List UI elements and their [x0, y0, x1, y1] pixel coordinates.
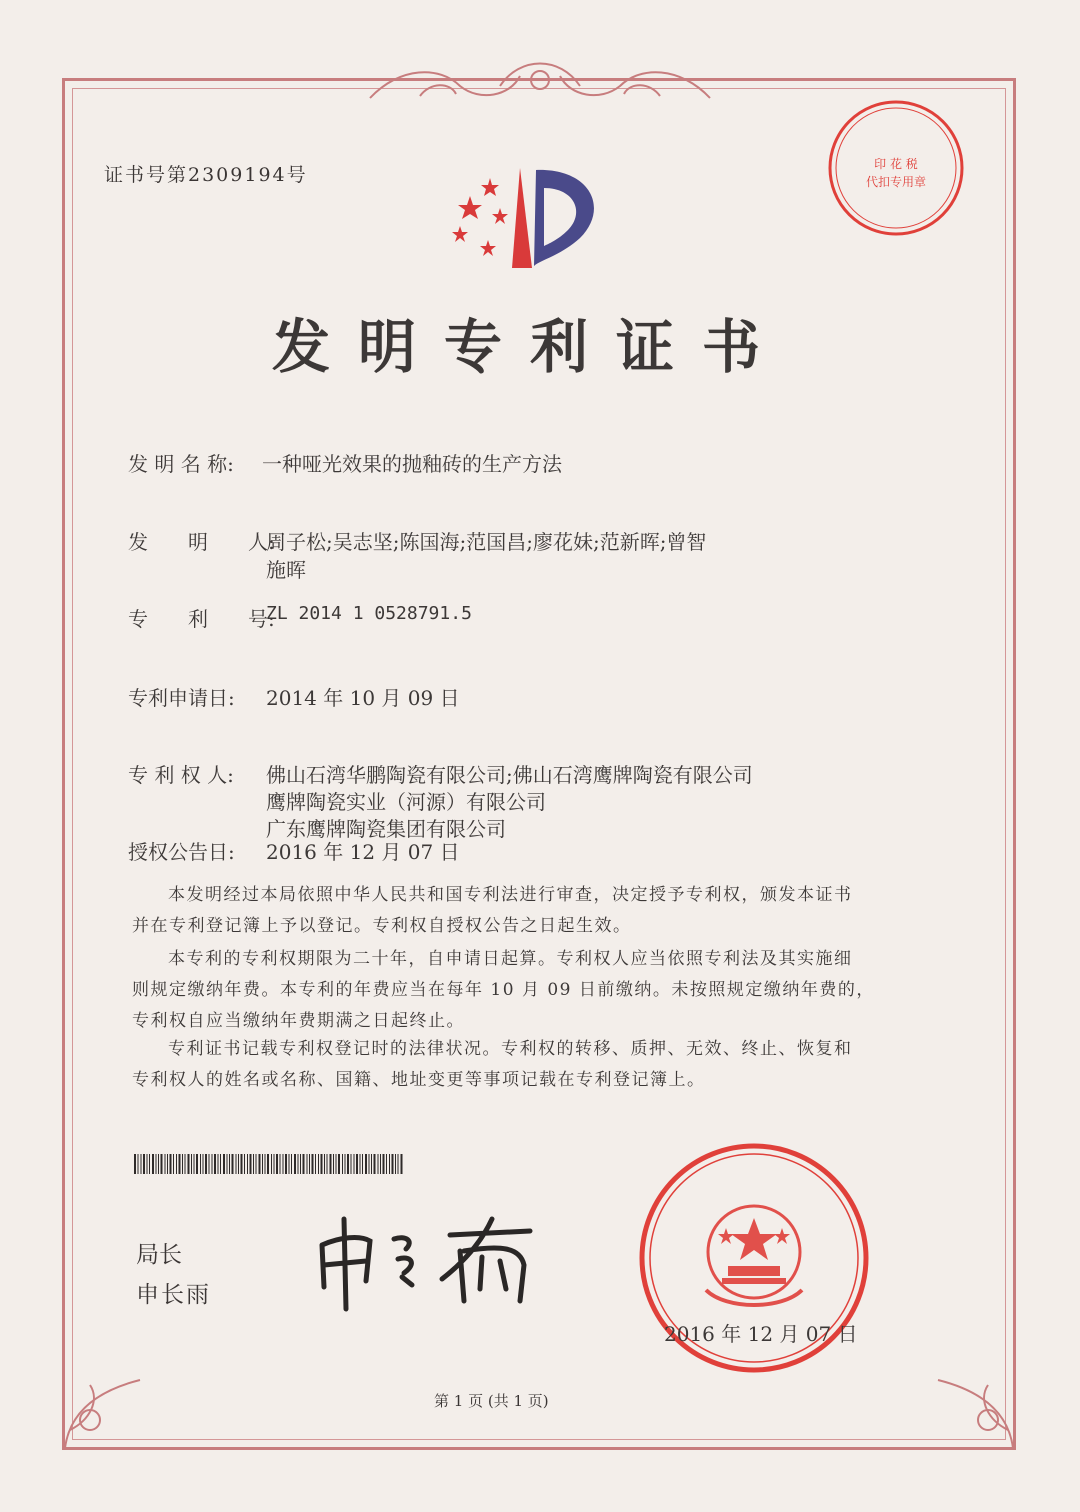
barcode-bar: [247, 1154, 248, 1174]
barcode-bar: [214, 1154, 216, 1174]
barcode-bar: [342, 1154, 343, 1174]
barcode-bar: [241, 1154, 243, 1174]
handwritten-signature: [310, 1205, 560, 1315]
barcode-bar: [212, 1154, 213, 1174]
barcode-bar: [291, 1154, 292, 1174]
barcode-bar: [218, 1154, 219, 1174]
barcode-bar: [259, 1154, 261, 1174]
paragraph-2-line1: 本专利的专利权期限为二十年，自申请日起算。专利权人应当依照专利法及其实施细: [168, 949, 853, 969]
barcode-bar: [330, 1154, 332, 1174]
barcode-bar: [351, 1154, 352, 1174]
field-label-application-date: 专利申请日:: [128, 686, 235, 710]
barcode-bar: [209, 1154, 210, 1174]
barcode-bar: [336, 1154, 337, 1174]
barcode-bar: [229, 1154, 230, 1174]
barcode-bar: [170, 1154, 172, 1174]
barcode-bar: [324, 1154, 325, 1174]
barcode-bar: [285, 1154, 287, 1174]
barcode-bar: [223, 1154, 225, 1174]
barcode-bar: [158, 1154, 159, 1174]
barcode-bar: [196, 1154, 198, 1174]
top-ornament: [360, 56, 720, 108]
barcode-bar: [386, 1154, 387, 1174]
paragraph-1: [132, 880, 922, 942]
barcode-bar: [338, 1154, 340, 1174]
paragraph-2: [132, 944, 922, 1037]
barcode-bar: [365, 1154, 367, 1174]
barcode-bar: [333, 1154, 334, 1174]
field-label-grant-date: 授权公告日:: [128, 840, 235, 864]
seal-date: 2016 年 12 月 07 日: [664, 1322, 858, 1346]
barcode-bar: [283, 1154, 284, 1174]
barcode-bar: [389, 1154, 390, 1174]
field-value-application-date: 2014 年 10 月 09 日: [266, 686, 460, 710]
barcode-bar: [203, 1154, 204, 1174]
barcode-bar: [182, 1154, 183, 1174]
field-label-inventors: 发 明 人:: [128, 530, 275, 554]
barcode-bar: [298, 1154, 299, 1174]
field-value-patentee-line3: 广东鹰牌陶瓷集团有限公司: [266, 817, 506, 841]
barcode-bar: [205, 1154, 207, 1174]
field-label-patent-number: 专 利 号:: [128, 607, 275, 631]
paragraph-2-line3: 专利权自应当缴纳年费期满之日起终止。: [132, 1011, 465, 1031]
barcode-bar: [152, 1154, 154, 1174]
paragraph-3-line2: 专利权人的姓名或名称、国籍、地址变更等事项记载在专利登记簿上。: [132, 1070, 706, 1090]
barcode-bar: [147, 1154, 148, 1174]
barcode-bar: [161, 1154, 163, 1174]
barcode-bar: [300, 1154, 301, 1174]
barcode-bar: [380, 1154, 381, 1174]
field-value-invention-name: 一种哑光效果的抛釉砖的生产方法: [262, 452, 562, 476]
barcode-bar: [347, 1154, 349, 1174]
certificate-title: 发明专利证书: [272, 313, 789, 381]
barcode-bar: [220, 1154, 221, 1174]
barcode-bar: [362, 1154, 363, 1174]
barcode-bar: [271, 1154, 272, 1174]
field-value-patentee-line2: 鹰牌陶瓷实业（河源）有限公司: [266, 790, 546, 814]
field-value-inventors: 周子松;吴志坚;陈国海;范国昌;廖花妹;范新晖;曾智: [266, 530, 707, 554]
barcode-bar: [188, 1154, 190, 1174]
barcode-bar: [253, 1154, 254, 1174]
barcode-bar: [176, 1154, 177, 1174]
barcode-bar: [315, 1154, 316, 1174]
tax-seal: [826, 98, 966, 238]
barcode-bar: [374, 1154, 376, 1174]
paragraph-1-line1: 本发明经过本局依照中华人民共和国专利法进行审查，决定授予专利权，颁发本证书: [168, 885, 853, 905]
barcode-bar: [149, 1154, 150, 1174]
barcode-bar: [274, 1154, 275, 1174]
barcode-bar: [276, 1154, 278, 1174]
barcode-bar: [392, 1154, 394, 1174]
field-value-patentee: 佛山石湾华鹏陶瓷有限公司;佛山石湾鹰牌陶瓷有限公司: [266, 763, 753, 787]
barcode-bar: [267, 1154, 269, 1174]
paragraph-1-line2: 并在专利登记簿上予以登记。专利权自授权公告之日起生效。: [132, 916, 632, 936]
barcode-bar: [143, 1154, 145, 1174]
tax-seal-line1: 印 花 税: [874, 157, 918, 171]
barcode-bar: [398, 1154, 399, 1174]
barcode-bar: [156, 1154, 157, 1174]
certificate-number: 证书号第2309194号: [104, 164, 308, 186]
barcode-bar: [354, 1154, 355, 1174]
barcode-bar: [236, 1154, 237, 1174]
barcode-bar: [138, 1154, 139, 1174]
barcode-bar: [356, 1154, 358, 1174]
barcode-bar: [250, 1154, 252, 1174]
barcode-bar: [318, 1154, 319, 1174]
barcode-bar: [165, 1154, 166, 1174]
barcode-bar: [327, 1154, 328, 1174]
barcode-bar: [309, 1154, 310, 1174]
barcode-bar: [134, 1154, 136, 1174]
barcode-bar: [401, 1154, 403, 1174]
barcode-bar: [303, 1154, 305, 1174]
barcode-bar: [194, 1154, 195, 1174]
barcode-bar: [179, 1154, 181, 1174]
barcode-bar: [289, 1154, 290, 1174]
barcode-bar: [185, 1154, 186, 1174]
barcode-bar: [173, 1154, 174, 1174]
bottom-left-ornament: [60, 1370, 150, 1452]
barcode-bar: [360, 1154, 361, 1174]
field-value-grant-date: 2016 年 12 月 07 日: [266, 840, 460, 864]
barcode-bar: [294, 1154, 296, 1174]
barcode-bar: [200, 1154, 201, 1174]
barcode-bar: [244, 1154, 245, 1174]
barcode-bar: [369, 1154, 370, 1174]
barcode-bar: [191, 1154, 192, 1174]
barcode-bar: [280, 1154, 281, 1174]
barcode-bar: [262, 1154, 263, 1174]
barcode-bar: [238, 1154, 239, 1174]
barcode-bar: [307, 1154, 308, 1174]
barcode-bar: [312, 1154, 314, 1174]
barcode-bar: [378, 1154, 379, 1174]
barcode-bar: [141, 1154, 142, 1174]
signatory-name: 申长雨: [136, 1282, 211, 1308]
signatory-position: 局长: [136, 1242, 182, 1268]
barcode-bar: [256, 1154, 257, 1174]
barcode-bar: [345, 1154, 346, 1174]
barcode-bar: [227, 1154, 228, 1174]
field-label-invention-name: 发 明 名 称:: [128, 452, 234, 476]
barcode-bar: [395, 1154, 396, 1174]
paragraph-3-line1: 专利证书记载专利权登记时的法律状况。专利权的转移、质押、无效、终止、恢复和: [168, 1039, 853, 1059]
barcode-bar: [167, 1154, 168, 1174]
paragraph-3: [132, 1034, 922, 1096]
field-value-patent-number: ZL 2014 1 0528791.5: [266, 603, 472, 624]
tax-seal-line2: 代扣专用章: [865, 175, 927, 189]
barcode-bar: [383, 1154, 385, 1174]
patent-office-logo: [440, 148, 610, 278]
barcode-bar: [265, 1154, 266, 1174]
barcode-bar: [321, 1154, 323, 1174]
field-value-inventors-line2: 施晖: [266, 558, 306, 582]
paragraph-2-line2: 则规定缴纳年费。本专利的年费应当在每年 10 月 09 日前缴纳。未按照规定缴纳年费的，: [132, 980, 875, 1000]
field-label-patentee: 专 利 权 人:: [128, 763, 234, 787]
barcode: [134, 1154, 406, 1174]
barcode-bar: [232, 1154, 234, 1174]
page-footer: 第 1 页 (共 1 页): [434, 1392, 549, 1410]
barcode-bar: [371, 1154, 372, 1174]
bottom-right-ornament: [928, 1370, 1018, 1452]
